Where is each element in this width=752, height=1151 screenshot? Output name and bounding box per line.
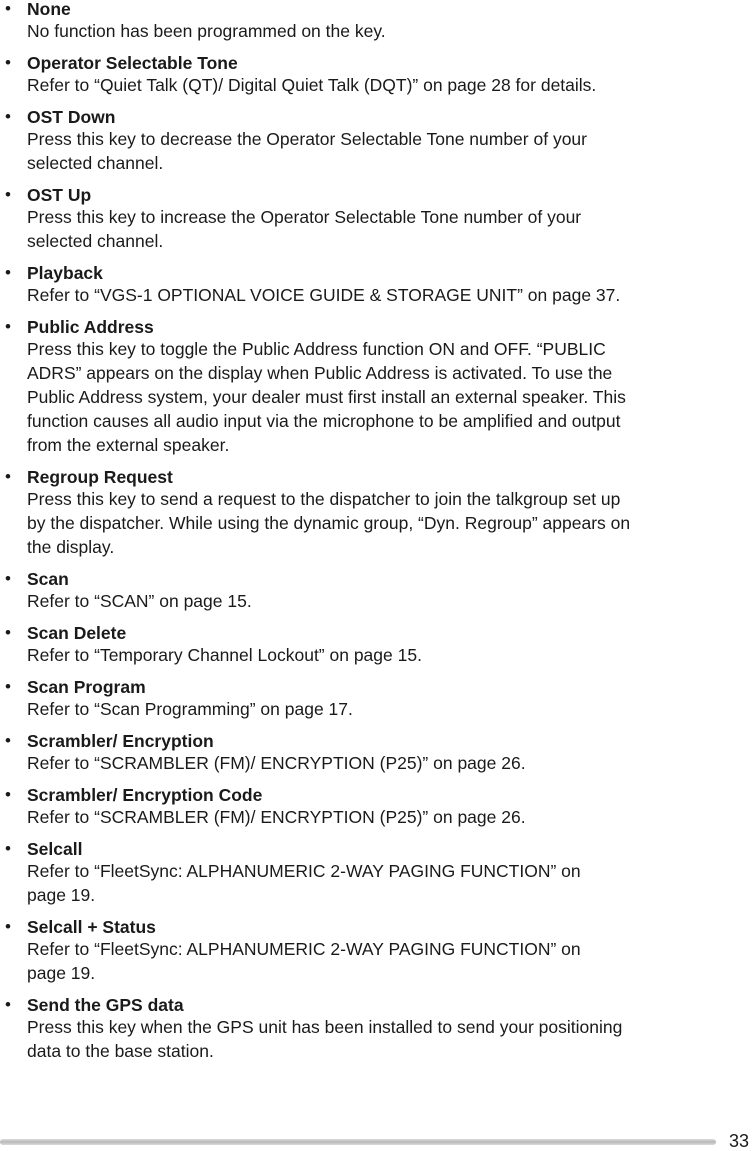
bullet: • [5, 731, 11, 750]
bullet: • [5, 467, 11, 486]
description-line: function causes all audio input via the microphone to be amplified and output [27, 411, 621, 431]
list-item [0, 785, 752, 829]
list-item [0, 317, 752, 457]
item-description [27, 127, 752, 175]
list-item [0, 839, 752, 907]
description-line: the display. [27, 537, 115, 557]
description-line: selected channel. [27, 231, 164, 251]
item-term: Selcall [27, 839, 83, 859]
list-item [0, 995, 752, 1063]
description-line: Refer to “FleetSync: ALPHANUMERIC 2-WAY PAGING FUNCTION” on [27, 939, 581, 959]
bullet: • [5, 677, 11, 696]
list-item [0, 107, 752, 175]
item-term: Scan Delete [27, 623, 127, 643]
bullet: • [5, 785, 11, 804]
description-line: Press this key to send a request to the dispatcher to join the talkgroup set up [27, 489, 621, 509]
item-term: OST Up [27, 185, 92, 205]
item-description [27, 487, 752, 559]
bullet: • [5, 569, 11, 588]
bullet: • [5, 839, 11, 858]
item-description [27, 697, 752, 721]
item-term: Operator Selectable Tone [27, 53, 238, 73]
description-line: data to the base station. [27, 1041, 214, 1061]
item-description [27, 589, 752, 613]
list-item [0, 677, 752, 721]
item-term: Scan [27, 569, 69, 589]
list-item [0, 0, 752, 43]
bullet: • [5, 53, 11, 72]
description-line: Public Address system, your dealer must first install an external speaker. This [27, 387, 626, 407]
item-term: Public Address [27, 317, 154, 337]
item-description [27, 283, 752, 307]
bullet: • [5, 107, 11, 126]
description-line: ADRS” appears on the display when Public Address is activated. To use the [27, 363, 613, 383]
item-term: Selcall + Status [27, 917, 156, 937]
item-description [27, 1015, 752, 1063]
description-line: selected channel. [27, 153, 164, 173]
bullet: • [5, 263, 11, 282]
bullet: • [5, 995, 11, 1014]
item-term: Regroup Request [27, 467, 173, 487]
description-line: Refer to “SCRAMBLER (FM)/ ENCRYPTION (P25)” on page 26. [27, 807, 526, 827]
item-description [27, 205, 752, 253]
item-term: Playback [27, 263, 103, 283]
bullet: • [5, 917, 11, 936]
description-line: page 19. [27, 885, 96, 905]
description-line: from the external speaker. [27, 435, 230, 455]
list-item [0, 623, 752, 667]
list-item [0, 53, 752, 97]
item-description [27, 337, 752, 457]
list-item [0, 569, 752, 613]
footer-rule [0, 1139, 716, 1145]
description-line: Refer to “Scan Programming” on page 17. [27, 699, 353, 719]
bullet: • [5, 317, 11, 336]
description-line: Press this key when the GPS unit has been installed to send your positioning [27, 1017, 623, 1037]
description-line: Press this key to decrease the Operator Selectable Tone number of your [27, 129, 587, 149]
description-line: by the dispatcher. While using the dynamic group, “Dyn. Regroup” appears on [27, 513, 631, 533]
item-description [27, 73, 752, 97]
description-line: Refer to “SCRAMBLER (FM)/ ENCRYPTION (P25)” on page 26. [27, 753, 526, 773]
description-line: Refer to “SCAN” on page 15. [27, 591, 252, 611]
item-term: OST Down [27, 107, 116, 127]
list-item [0, 185, 752, 253]
description-line: Refer to “VGS-1 OPTIONAL VOICE GUIDE & STORAGE UNIT” on page 37. [27, 285, 621, 305]
list-item [0, 917, 752, 985]
list-item [0, 467, 752, 559]
item-description [27, 751, 752, 775]
description-line: Refer to “FleetSync: ALPHANUMERIC 2-WAY PAGING FUNCTION” on [27, 861, 581, 881]
bullet: • [5, 0, 11, 18]
bullet: • [5, 623, 11, 642]
description-line: Refer to “Temporary Channel Lockout” on page 15. [27, 645, 422, 665]
page-number: 33 [728, 1131, 749, 1151]
item-description [27, 859, 752, 907]
bullet: • [5, 185, 11, 204]
item-description [27, 643, 752, 667]
item-term: None [27, 0, 71, 19]
item-term: Scrambler/ Encryption [27, 731, 214, 751]
description-line: Press this key to increase the Operator Selectable Tone number of your [27, 207, 582, 227]
description-line: page 19. [27, 963, 96, 983]
list-item [0, 263, 752, 307]
item-description [27, 937, 752, 985]
item-term: Scan Program [27, 677, 146, 697]
item-description [27, 805, 752, 829]
item-description [27, 19, 752, 43]
description-line: No function has been programmed on the key. [27, 21, 386, 41]
item-term: Send the GPS data [27, 995, 184, 1015]
item-term: Scrambler/ Encryption Code [27, 785, 263, 805]
description-line: Refer to “Quiet Talk (QT)/ Digital Quiet Talk (DQT)” on page 28 for details. [27, 75, 597, 95]
description-line: Press this key to toggle the Public Address function ON and OFF. “PUBLIC [27, 339, 606, 359]
list-item [0, 731, 752, 775]
